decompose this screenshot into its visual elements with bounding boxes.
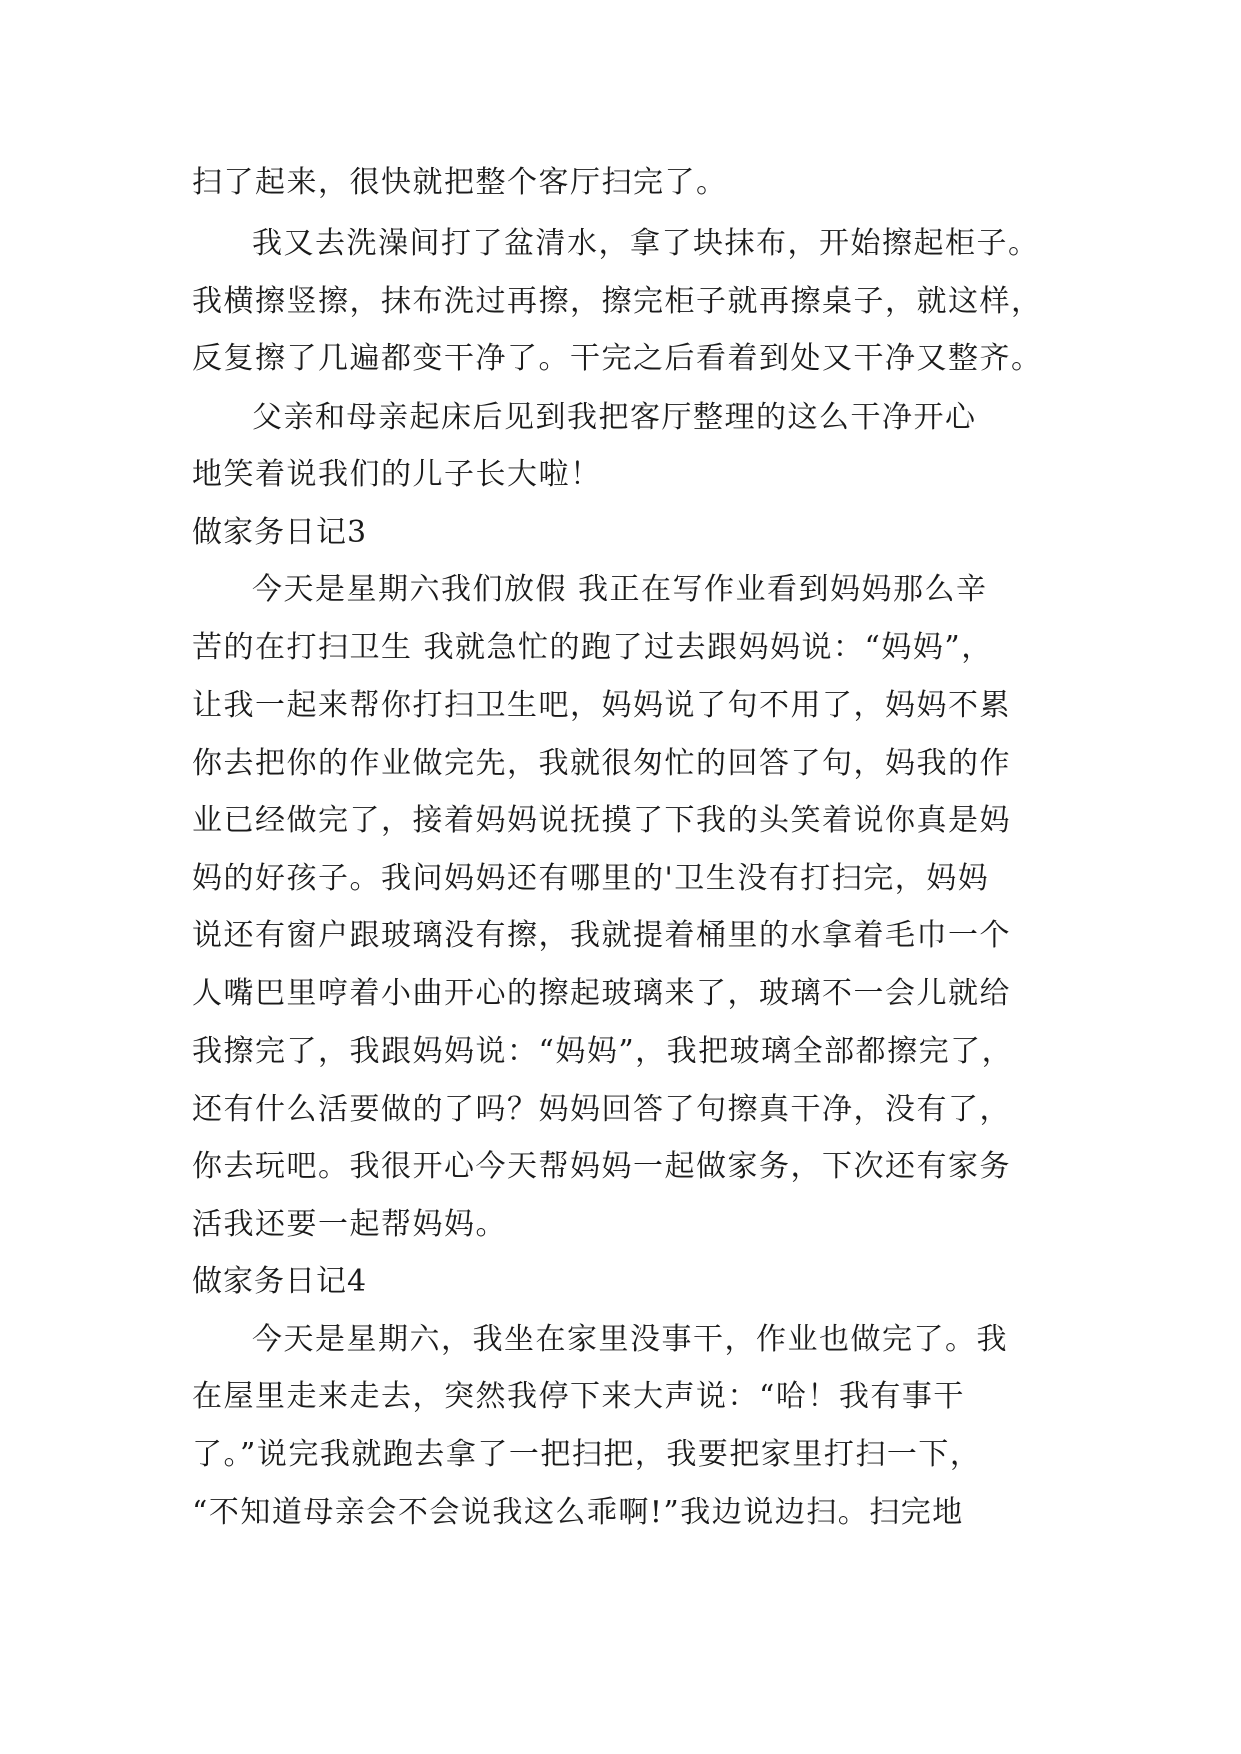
paragraph-line: 让我一起来帮你打扫卫生吧，妈妈说了句不用了，妈妈不累 — [192, 688, 1011, 723]
paragraph-line: 父亲和母亲起床后见到我把客厅整理的这么干净开心 — [252, 400, 977, 435]
paragraph-line: “不知道母亲会不会说我这么乖啊!”我边说边扫。扫完地 — [192, 1495, 964, 1530]
paragraph-line: 地笑着说我们的儿子长大啦！ — [192, 457, 602, 492]
paragraph-line: 反复擦了几遍都变干净了。干完之后看着到处又干净又整齐。 — [192, 341, 1043, 376]
paragraph-line: 业已经做完了，接着妈妈说抚摸了下我的头笑着说你真是妈 — [192, 803, 1011, 838]
paragraph-line: 你去玩吧。我很开心今天帮妈妈一起做家务，下次还有家务 — [192, 1149, 1011, 1184]
paragraph-line: 活我还要一起帮妈妈。 — [192, 1207, 507, 1242]
paragraph-line: 苦的在打扫卫生 我就急忙的跑了过去跟妈妈说：“妈妈”， — [192, 630, 993, 665]
paragraph-line: 人嘴巴里哼着小曲开心的擦起玻璃来了，玻璃不一会儿就给 — [192, 976, 1011, 1011]
paragraph-line: 妈的好孩子。我问妈妈还有哪里的'卫生没有打扫完，妈妈 — [192, 861, 990, 896]
paragraph-line: 你去把你的作业做完先，我就很匆忙的回答了句，妈我的作 — [192, 746, 1011, 781]
paragraph-line: 还有什么活要做的了吗？妈妈回答了句擦真干净，没有了， — [192, 1092, 1011, 1127]
paragraph-line: 说还有窗户跟玻璃没有擦，我就提着桶里的水拿着毛巾一个 — [192, 918, 1011, 953]
section-heading: 做家务日记3 — [192, 515, 368, 550]
paragraph-line: 在屋里走来走去，突然我停下来大声说：“哈！我有事干 — [192, 1379, 965, 1414]
paragraph-line: 扫了起来，很快就把整个客厅扫完了。 — [192, 165, 728, 200]
paragraph-line: 今天是星期六，我坐在家里没事干，作业也做完了。我 — [252, 1322, 1008, 1357]
paragraph-line: 了。”说完我就跑去拿了一把扫把，我要把家里打扫一下， — [192, 1437, 982, 1472]
paragraph-line: 我擦完了，我跟妈妈说：“妈妈”，我把玻璃全部都擦完了， — [192, 1034, 1014, 1069]
paragraph-line: 我又去洗澡间打了盆清水，拿了块抹布，开始擦起柜子。 — [252, 226, 1040, 261]
paragraph-line: 今天是星期六我们放假 我正在写作业看到妈妈那么辛 — [252, 572, 988, 607]
section-heading: 做家务日记4 — [192, 1264, 368, 1299]
paragraph-line: 我横擦竖擦，抹布洗过再擦，擦完柜子就再擦桌子，就这样， — [192, 284, 1043, 319]
